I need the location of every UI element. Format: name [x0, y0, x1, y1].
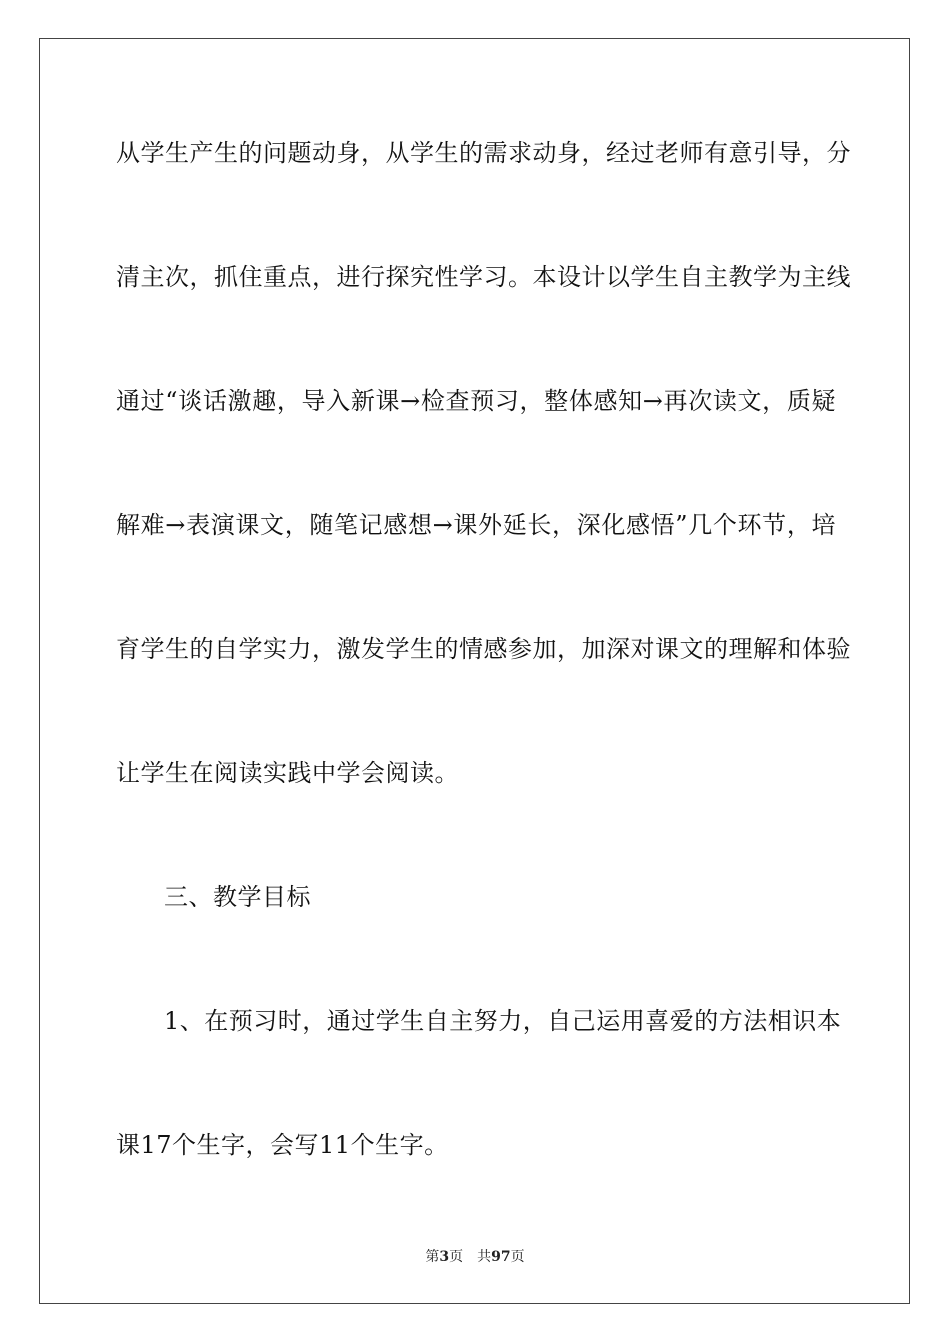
section-heading: 三、教学目标: [164, 883, 311, 911]
paragraph-line-3: 通过“谈话激趣，导入新课→检查预习，整体感知→再次读文，质疑: [116, 387, 836, 415]
paragraph-line-5: 育学生的自学实力，激发学生的情感参加，加深对课文的理解和体验: [116, 635, 851, 663]
paragraph-line-6: 让学生在阅读实践中学会阅读。: [116, 759, 459, 787]
page-footer: [0, 1248, 950, 1266]
total-prefix: 共: [477, 1249, 492, 1265]
page-prefix: 第: [425, 1249, 440, 1265]
total-pages: 97: [491, 1249, 511, 1265]
total-suffix: 页: [510, 1249, 525, 1265]
page-suffix: 页: [449, 1249, 464, 1265]
list-item-1-line-1: 1、在预习时，通过学生自主努力，自己运用喜爱的方法相识本: [164, 1007, 842, 1035]
page-border: [39, 38, 910, 1304]
paragraph-line-2: 清主次，抓住重点，进行探究性学习。本设计以学生自主教学为主线: [116, 263, 851, 291]
paragraph-line-1: 从学生产生的问题动身，从学生的需求动身，经过老师有意引导，分: [116, 139, 851, 167]
page-number: 3: [439, 1249, 450, 1265]
list-item-1-line-2: 课17个生字，会写11个生字。: [116, 1131, 449, 1159]
paragraph-line-4: 解难→表演课文，随笔记感想→课外延长，深化感悟”几个环节，培: [116, 511, 836, 539]
